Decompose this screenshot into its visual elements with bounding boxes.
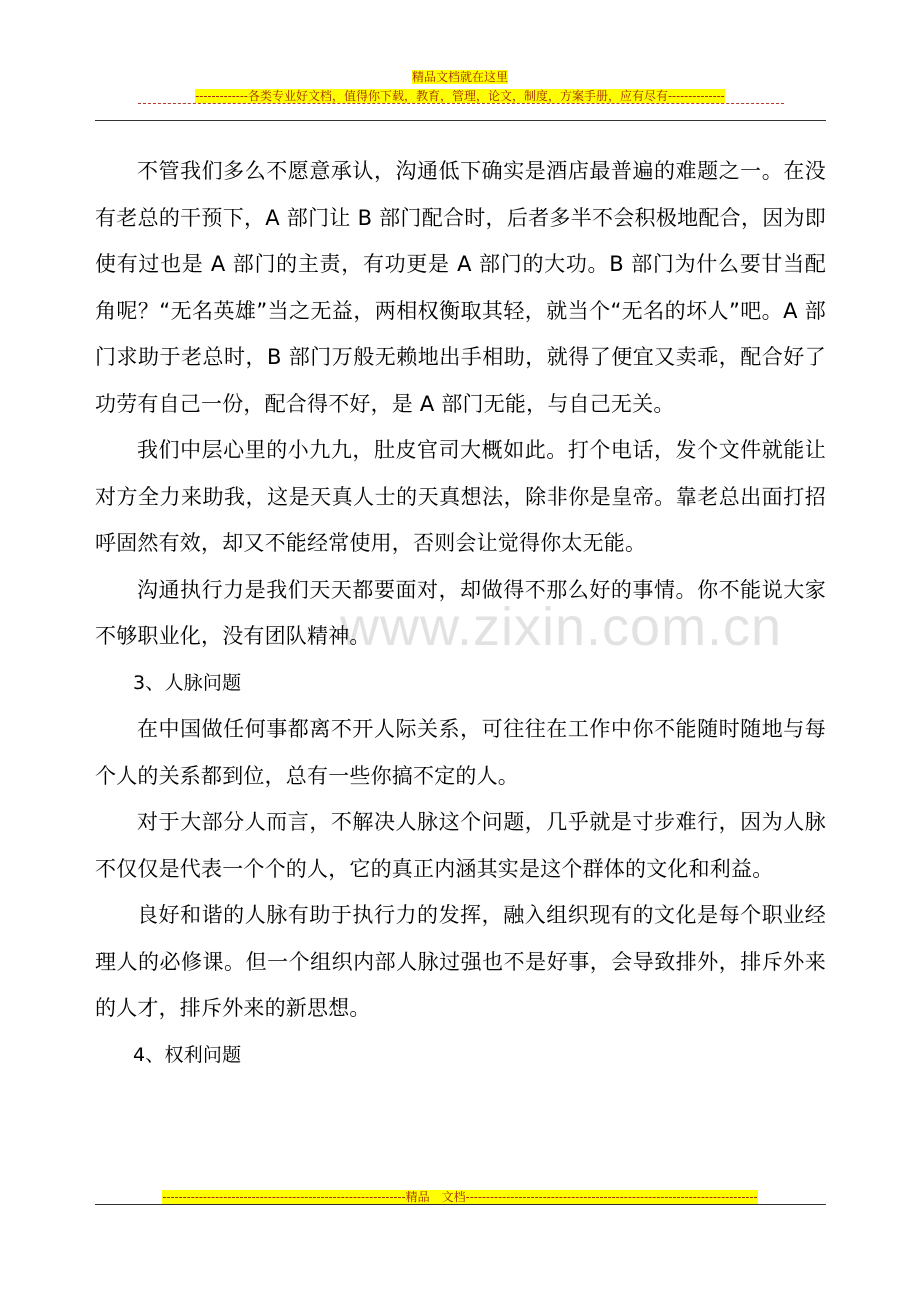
header-dashed-line	[138, 103, 784, 112]
watermark: www.zixin.com.cn	[340, 597, 783, 657]
section-heading: 3、人脉问题	[133, 671, 242, 694]
paragraph: 对于大部分人而言，不解决人脉这个问题，几乎就是寸步难行，因为人脉不仅仅是代表一个个的人，它的真正内涵其实是这个群体的文化和利益。	[95, 810, 826, 881]
document-body	[95, 148, 826, 1078]
footer-text: ------------------------------------------------------------精品 文档------------------------------------------------------------------------	[162, 1190, 758, 1204]
footer-rule	[95, 1204, 826, 1205]
header-rule	[95, 120, 826, 121]
paragraph: 良好和谐的人脉有助于执行力的发挥，融入组织现有的文化是每个职业经理人的必修课。但一个组织内部人脉过强也不是好事，会导致排外，排斥外来的人才，排斥外来的新思想。	[95, 903, 826, 1020]
paragraph: 我们中层心里的小九九，肚皮官司大概如此。打个电话，发个文件就能让对方全力来助我，这是天真人士的天真想法，除非你是皇帝。靠老总出面打招呼固然有效，却又不能经常使用，否则会让觉得你太无能。	[95, 438, 826, 555]
section-heading: 4、权利问题	[133, 1043, 242, 1066]
paragraph: 在中国做任何事都离不开人际关系，可往往在工作中你不能随时随地与每个人的关系都到位，总有一些你搞不定的人。	[95, 717, 826, 788]
header-title: 精品文档就在这里	[411, 70, 508, 84]
paragraph: 沟通执行力是我们天天都要面对，却做得不那么好的事情。你不能说大家不够职业化，没有团队精神。	[95, 577, 826, 648]
paragraph: 不管我们多么不愿意承认，沟通低下确实是酒店最普遍的难题之一。在没有老总的干预下，A 部门让 B 部门配合时，后者多半不会积极地配合，因为即使有过也是 A 部门的主责，有功更是 A 部门的大功。B 部门为什么要甘当配角呢？“无名英雄”当之无益，两相权衡取其轻，就当个“无名的坏人”吧。A 部门求助于老总时，B 部门万般无赖地出手相助，就得了便宜又卖乖，配合好了功劳有自己一份，配合得不好，是 A 部门无能，与自己无关。	[95, 159, 826, 416]
header-subtitle: -------------各类专业好文档，值得你下载，教育，管理，论文，制度，方案手册，应有尽有--------------	[195, 89, 725, 103]
